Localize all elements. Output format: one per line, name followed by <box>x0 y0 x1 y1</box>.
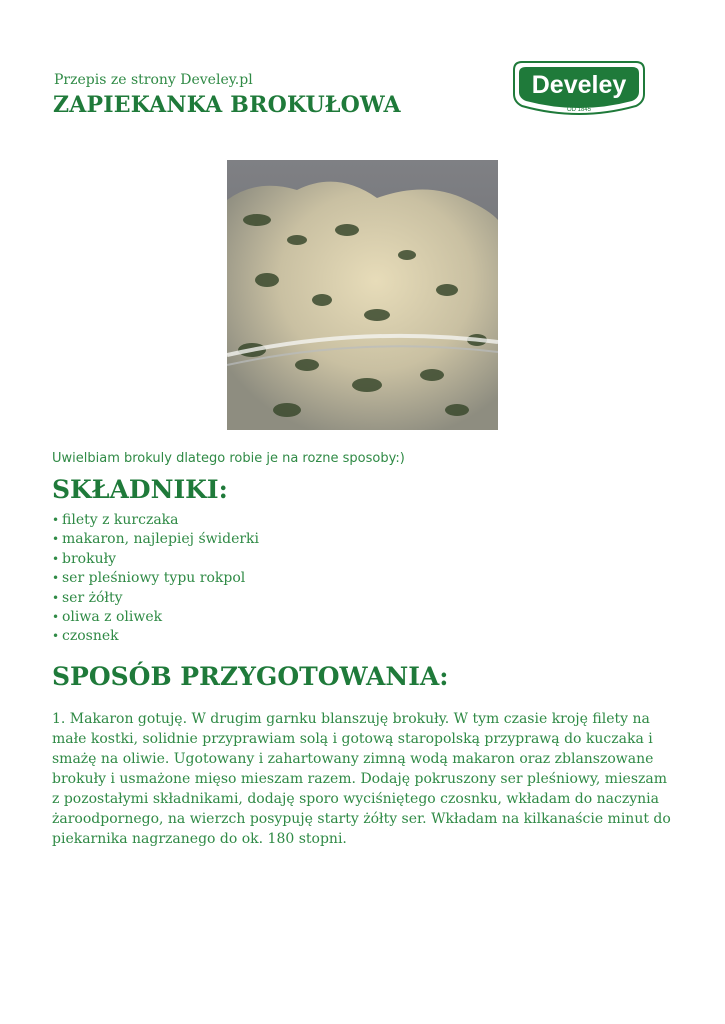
logo-tagline: OD 1845 <box>566 107 592 113</box>
list-item: • makaron, najlepiej świderki <box>52 530 259 549</box>
list-item: • czosnek <box>52 627 259 646</box>
recipe-title: ZAPIEKANKA BROKUŁOWA <box>53 92 401 118</box>
intro-text: Uwielbiam brokuly dlatego robie je na rozne sposoby:) <box>52 451 405 466</box>
source-line: Przepis ze strony Develey.pl <box>54 72 253 88</box>
preparation-text: 1. Makaron gotuję. W drugim garnku blanszuję brokuły. W tym czasie kroję filety na małe kostki, solidnie przyprawiam solą i gotową staropolską przyprawą do kuczaka i smażę na oliwie. Ugotowany i zahartowany zimną wodą makaron oraz zblanszowane brokuły i usmażone mięso mieszam razem. Dodaję pokruszony ser pleśniowy, mieszam z pozostałymi składnikami, dodaję sporo wyciśniętego czosnku, wkładam do naczynia żaroodpornego, na wierzch posypuję starty żółty ser. Wkładam na kilkanaście minut do piekarnika nagrzanego do ok. 180 stopni. <box>52 711 671 847</box>
list-item: • ser żółty <box>52 589 259 608</box>
ingredients-heading: SKŁADNIKI: <box>52 475 228 504</box>
dish-photo <box>227 160 498 430</box>
list-item: • oliwa z oliwek <box>52 608 259 627</box>
bullet-icon: • <box>52 590 60 605</box>
bullet-icon: • <box>52 571 60 586</box>
logo-brand-text: Develey <box>531 71 627 99</box>
list-item: • ser pleśniowy typu rokpol <box>52 569 259 588</box>
bullet-icon: • <box>52 532 60 547</box>
bullet-icon: • <box>52 629 60 644</box>
ingredients-list <box>52 511 259 647</box>
bullet-icon: • <box>52 609 60 624</box>
develey-logo <box>510 58 648 120</box>
bullet-icon: • <box>52 513 60 527</box>
list-item: • brokuły <box>52 550 259 569</box>
preparation-heading: SPOSÓB PRZYGOTOWANIA: <box>52 662 449 691</box>
bullet-icon: • <box>52 551 60 566</box>
list-item: • filety z kurczaka <box>52 511 259 530</box>
